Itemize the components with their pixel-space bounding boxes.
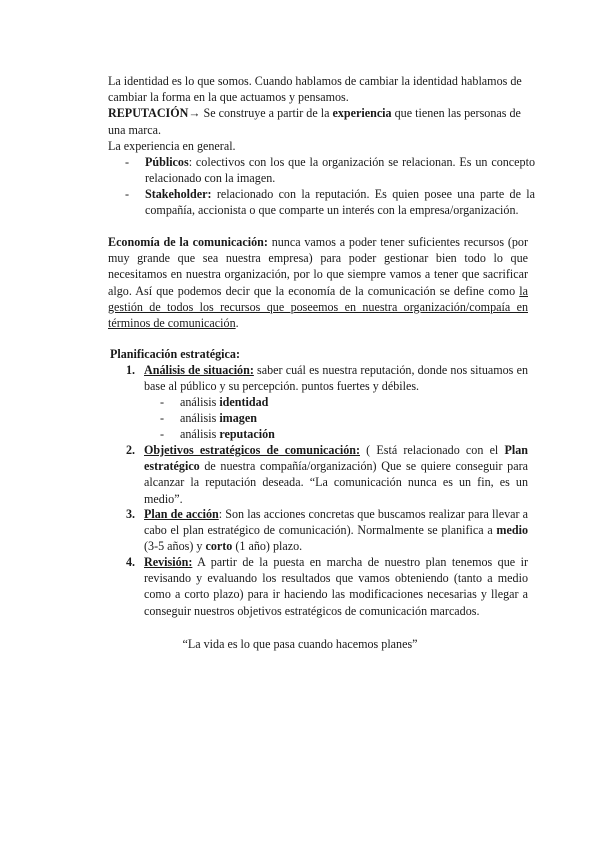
experiencia-keyword: experiencia (332, 106, 392, 121)
sub-item-bold: imagen (219, 411, 257, 425)
sub-item-prefix: análisis (180, 411, 220, 425)
list-marker: - (160, 427, 165, 441)
list-marker: - (160, 411, 165, 425)
economia-underlined: la gestión de todos los recursos que poseemos en nuestra organización/compaía en términos de comunicación (108, 283, 528, 331)
objetivos-text-a: ( Está relacionado con el (360, 443, 505, 457)
arrow-icon: → (188, 106, 201, 121)
sub-item-bold: reputación (219, 427, 275, 441)
item-number: 1. (126, 363, 136, 377)
list-item-stakeholder (125, 186, 535, 218)
list-item-objetivos (126, 442, 528, 507)
planificacion-heading-text: Planificación estratégica: (110, 347, 240, 361)
sub-item-bold: identidad (219, 395, 269, 409)
analisis-term: Análisis de situación: (144, 363, 254, 377)
sub-item-identidad (160, 394, 360, 410)
sub-item-prefix: análisis (180, 395, 220, 409)
sub-item-prefix: análisis (180, 427, 220, 441)
objetivos-term: Objetivos estratégicos de comunicación: (144, 443, 360, 457)
revision-term: Revisión: (144, 555, 193, 569)
list-item-publicos (125, 154, 535, 186)
revision-text: A partir de la puesta en marcha de nuestro plan tenemos que ir revisando y evaluando los resultados que vamos obteniendo (tanto a medio como a corto plazo) para ir haciendo las modificaciones necesarias y llegar a conseguir nuestros objetivos estratégicos de comunicación marcados. (144, 555, 528, 618)
list-marker: - (125, 187, 130, 201)
publicos-term: Públicos (145, 155, 189, 169)
publicos-text: : colectivos con los que la organización se relacionan. Es un concepto relacionado con la imagen. (145, 155, 535, 186)
item-number: 4. (126, 555, 136, 569)
stakeholder-text: relacionado con la reputación. Es quien posee una parte de la compañía, accionista o que comparte un interés con la empresa/organización. (145, 187, 535, 218)
corto-bold: corto (205, 539, 233, 554)
reputacion-text-a: Se construye a partir de la (200, 106, 333, 121)
medio-bold: medio (496, 523, 528, 538)
closing-quote: “La vida es lo que pasa cuando hacemos planes” (182, 637, 418, 651)
reputacion-term: REPUTACIÓN (108, 106, 189, 121)
sub-item-imagen (160, 410, 360, 426)
economia-paragraph (108, 234, 528, 331)
analisis-text: saber cuál es nuestra reputación, donde nos situamos en base al público y su percepción. puntos fuertes y débiles. (144, 363, 528, 394)
reputacion-text-b: que tienen las personas de una marca. (108, 106, 521, 137)
intro-paragraph (108, 73, 528, 154)
plan-accion-text-a: : Son las acciones concretas que buscamos realizar para llevar a cabo el plan estratégico de comunicación). Normalmente se planifica a (144, 507, 529, 538)
plan-accion-text-c: (1 año) plazo. (232, 539, 303, 554)
economia-text-a: nunca vamos a poder tener suficientes recursos (por muy grande que sea nuestra empresa) para poder gestionar bien todo lo que necesitamos en nuestra organización, por lo que siempre vamos a tener que sacrificar algo. Así que podemos decir que la economía de la comunicación se define como (108, 235, 528, 298)
list-item-revision (126, 554, 528, 619)
planificacion-heading (110, 346, 530, 362)
sub-item-reputacion (160, 426, 360, 442)
experiencia-line: La experiencia en general. (108, 138, 236, 153)
plan-estrategico-bold: Plan estratégico (144, 443, 528, 474)
reputacion-paragraph (108, 105, 528, 137)
item-number: 2. (126, 443, 136, 457)
economia-text-b: . (235, 316, 239, 331)
list-marker: - (125, 155, 130, 169)
plan-accion-text-b: (3-5 años) y (144, 539, 206, 554)
stakeholder-term: Stakeholder: (145, 187, 212, 201)
list-marker: - (160, 395, 165, 409)
intro-text: La identidad es lo que somos. Cuando hablamos de cambiar la identidad hablamos de cambiar la forma en la que actuamos y pensamos. (108, 74, 522, 105)
item-number: 3. (126, 507, 136, 521)
list-item-plan-accion (126, 506, 528, 555)
objetivos-text-b: de nuestra compañía/organización) Que se quiere conseguir para alcanzar la reputación deseada. “La comunicación nunca es un fin, es un medio”. (144, 459, 528, 506)
economia-term: Economía de la comunicación: (108, 235, 268, 249)
plan-accion-term: Plan de acción (144, 507, 219, 521)
list-item-analisis (126, 362, 528, 394)
